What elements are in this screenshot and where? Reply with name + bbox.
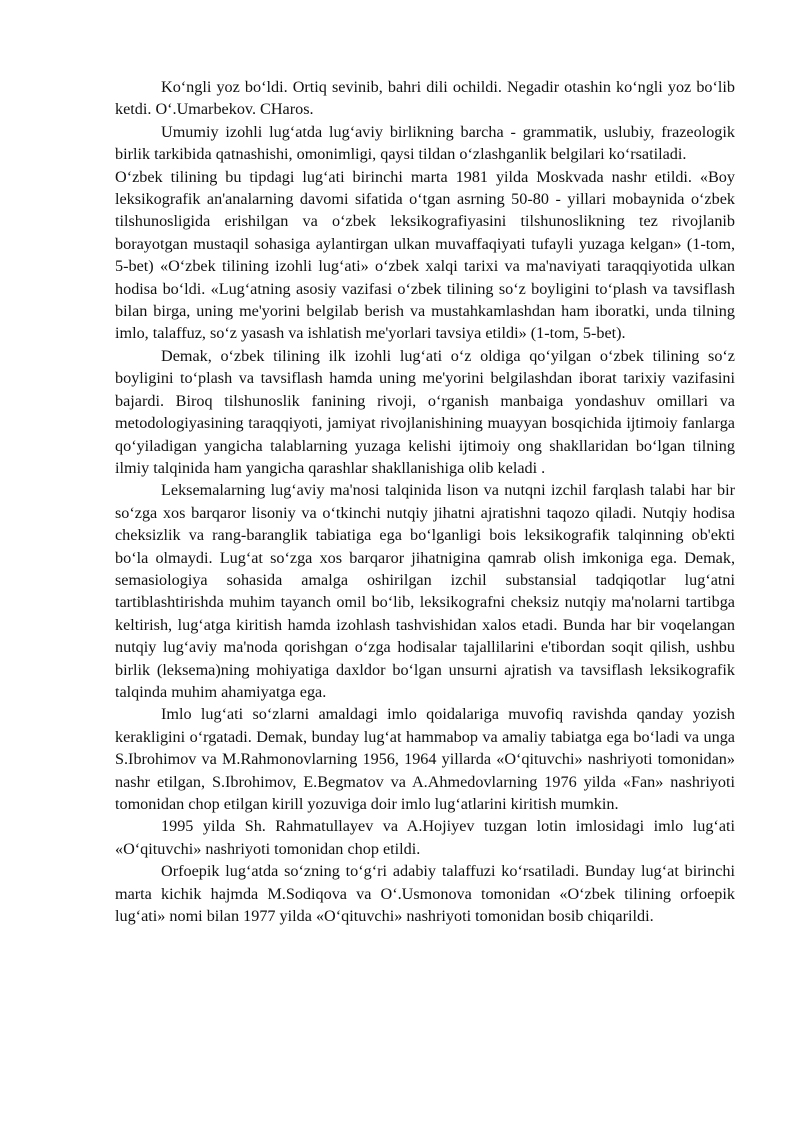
paragraph: Imlo lug‘ati so‘zlarni amaldagi imlo qoidalariga muvofiq ravishda qanday yozish kerakligini o‘rgatadi. Demak, bunday lug‘at hammabop va amaliy tabiatga ega bo‘ladi va unga S.Ibrohimov va M.Rahmonovlarning 1956, 1964 yillarda «O‘qituvchi» nashriyoti tomonidan» nashr etilgan, S.Ibrohimov, E.Begmatov va A.Ahmedovlarning 1976 yilda «Fan» nashriyoti tomonidan chop etilgan kirill yozuviga doir imlo lug‘atlarini kiritish mumkin.	[115, 705, 735, 813]
paragraph: 1995 yilda Sh. Rahmatullayev va A.Hojiyev tuzgan lotin imlosidagi imlo lug‘ati «O‘qituvchi» nashriyoti tomonidan chop etildi.	[115, 817, 735, 858]
paragraph: Ko‘ngli yoz bo‘ldi. Ortiq sevinib, bahri dili ochildi. Negadir otashin ko‘ngli yoz bo‘lib ketdi. O‘.Umarbekov. CHaros.	[115, 78, 735, 119]
paragraph: Leksemalarning lug‘aviy ma'nosi talqinida lison va nutqni izchil farqlash talabi har bir so‘zga xos barqaror lisoniy va o‘tkinchi nutqiy jihatni ajratishni taqozo qiladi. Nutqiy hodisa cheksizlik va rang-baranglik tabiatiga ega bo‘lganligi bois leksikografik talqinning ob'ekti bo‘la olmaydi. Lug‘at so‘zga xos barqaror jihatnigina qamrab olish imkoniga ega. Demak, semasiologiya sohasida amalga oshirilgan izchil substansial tadqiqotlar lug‘atni tartiblashtirishda muhim tayanch omil bo‘lib, leksikografni cheksiz nutqiy ma'nolarni tartibga keltirish, lug‘atga kiritish hamda izohlash tashvishidan xalos etadi. Bunda har bir voqelangan nutqiy lug‘aviy ma'noda qorishgan o‘zga hodisalar tajallilarini e'tibordan soqit qilish, ushbu birlik (leksema)ning mohiyatiga daxldor bo‘lgan unsurni ajratish va tavsiflash leksikografik talqinda muhim ahamiyatga ega.	[115, 481, 735, 701]
paragraph: Umumiy izohli lug‘atda lug‘aviy birlikning barcha - grammatik, uslubiy, frazeologik birlik tarkibida qatnashishi, omonimligi, qaysi tildan o‘zlashganlik belgilari ko‘rsatiladi.	[115, 122, 735, 164]
document-page	[115, 76, 735, 927]
paragraph: O‘zbek tilining bu tipdagi lug‘ati birinchi marta 1981 yilda Moskvada nashr etildi. «Boy leksikografik an'analarning davomi sifatida o‘tgan asrning 50-80 - yillari mobaynida o‘zbek tilshunosligida erishilgan va o‘zbek leksikografiyasini tilshunoslikning tez rivojlanib borayotgan mustaqil sohasiga aylantirgan ulkan muvaffaqiyati tufayli yuzaga kelgan» (1-tom, 5-bet) «O‘zbek tilining izohli lug‘ati» o‘zbek xalqi tarixi va ma'naviyati taraqqiyotida ulkan hodisa bo‘ldi. «Lug‘atning asosiy vazifasi o‘zbek tilining so‘z boyligini to‘plash va tavsiflash bilan birga, uning me'yorini belgilab berish va mustahkamlashdan ham iboratki, unda tilning imlo, talaffuz, so‘z yasash va ishlatish me'yorlari tavsiya etildi» (1-tom, 5-bet).	[115, 167, 735, 343]
paragraph: Orfoepik lug‘atda so‘zning to‘g‘ri adabiy talaffuzi ko‘rsatiladi. Bunday lug‘at birinchi marta kichik hajmda M.Sodiqova va O‘.Usmonova tomonidan «O‘zbek tilining orfoepik lug‘ati» nomi bilan 1977 yilda «O‘qituvchi» nashriyoti tomonidan bosib chiqarildi.	[115, 862, 735, 926]
paragraph: Demak, o‘zbek tilining ilk izohli lug‘ati o‘z oldiga qo‘yilgan o‘zbek tilining so‘z boyligini to‘plash va tavsiflash hamda uning me'yorini belgilashdan iborat tarixiy vazifasini bajardi. Biroq tilshunoslik fanining rivoji, o‘rganish manbaiga yondashuv omillari va metodologiyasining taraqqiyoti, jamiyat rivojlanishining muayyan bosqichida ijtimoiy fanlarga qo‘yiladigan yangicha talablarning yuzaga kelishi ijtimoiy ong shakllaridan bo‘lgan tilning ilmiy talqinida ham yangicha qarashlar shakllanishiga olib keladi .	[115, 346, 735, 477]
